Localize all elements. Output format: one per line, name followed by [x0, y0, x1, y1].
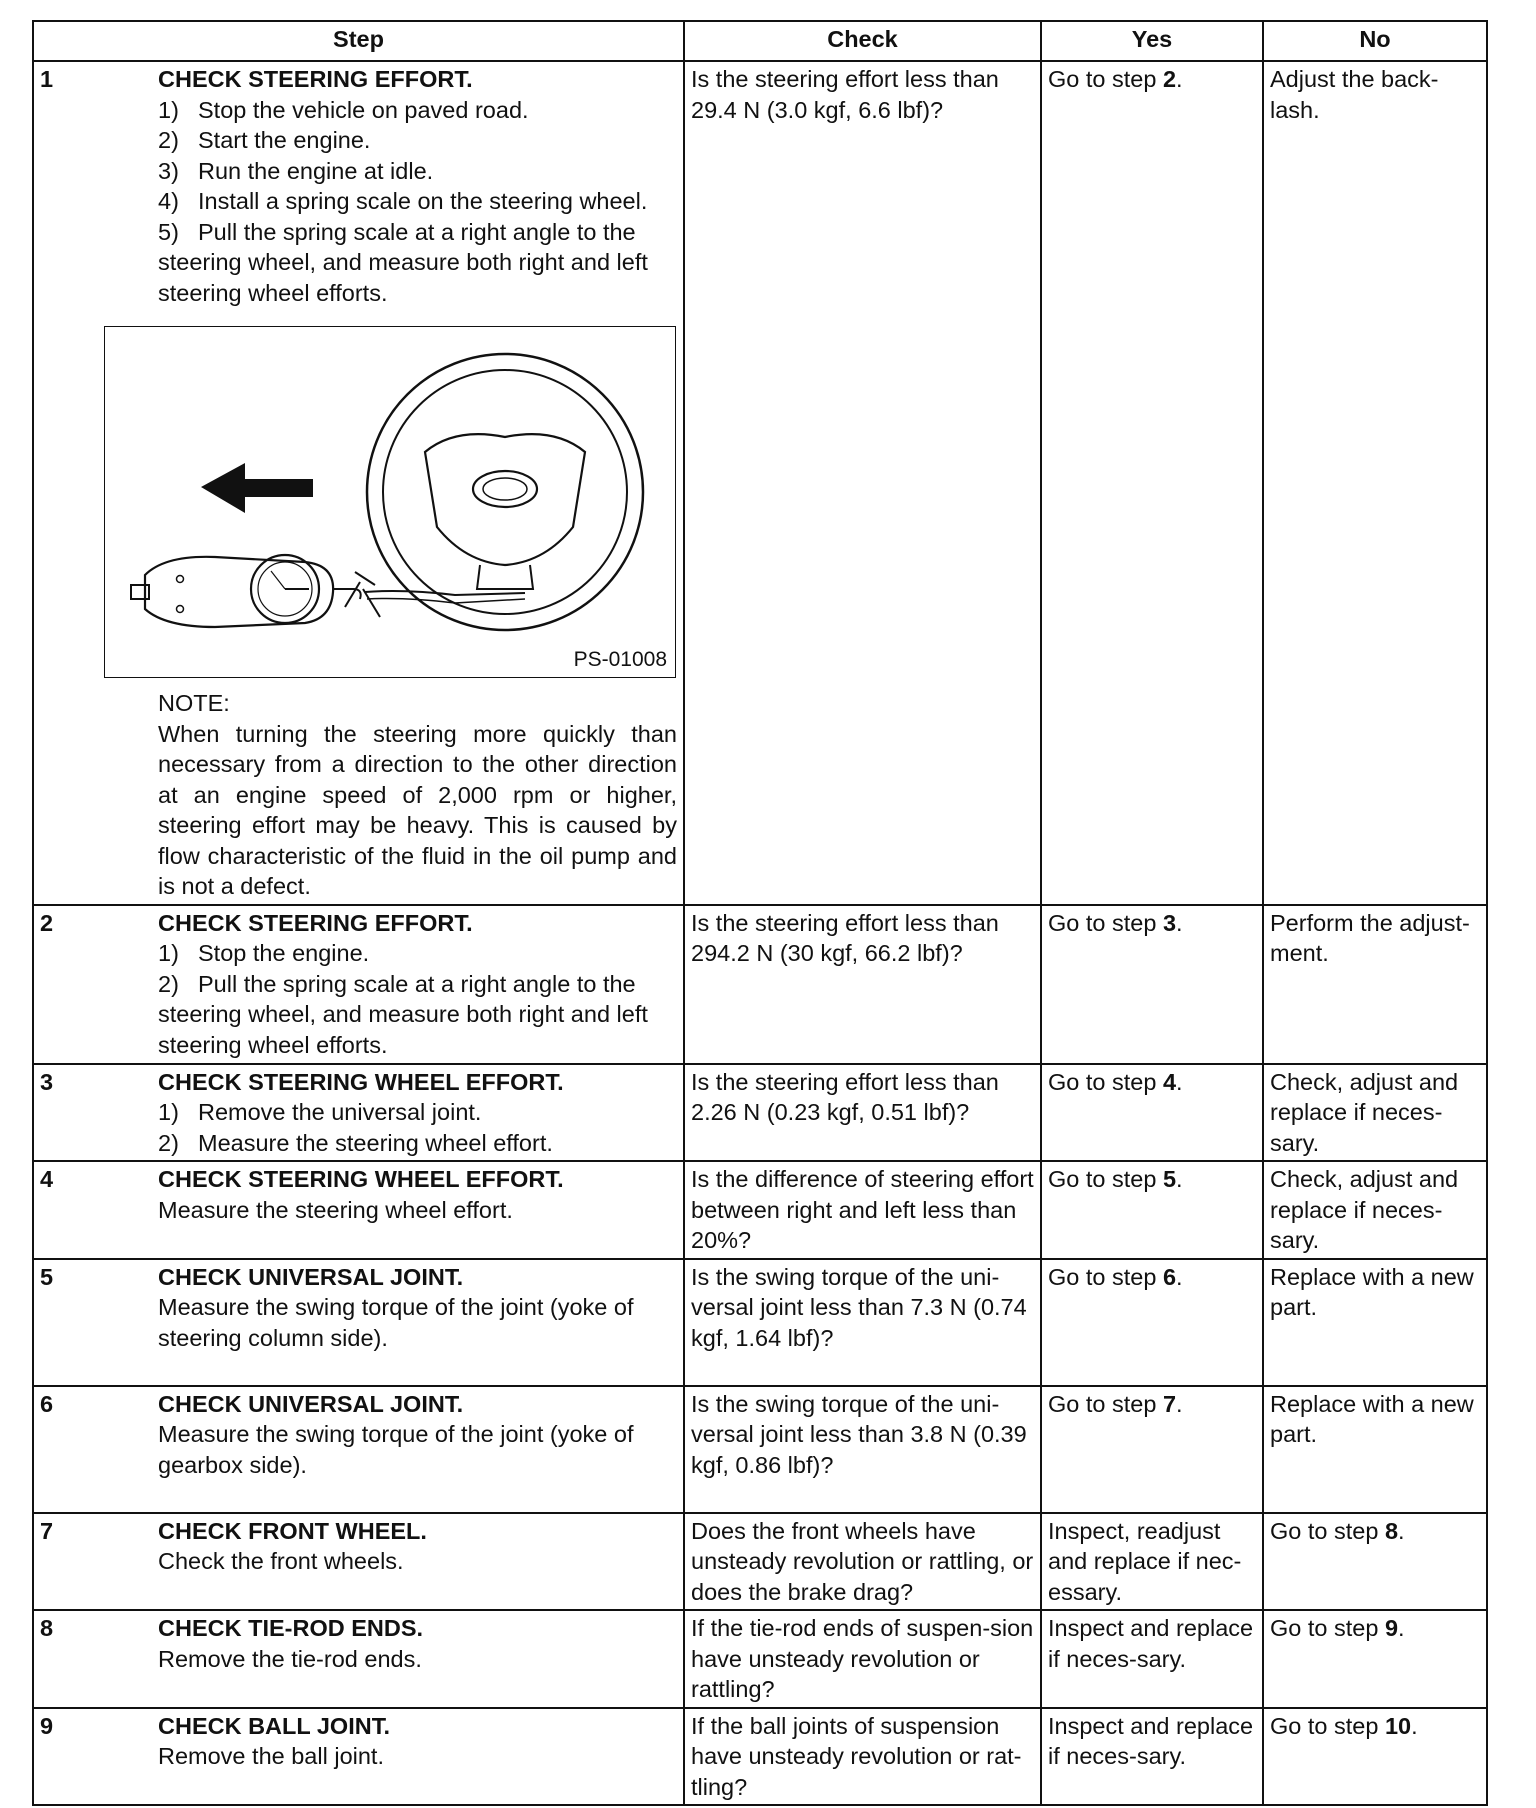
step-item: 1) Stop the vehicle on paved road.: [158, 96, 529, 123]
figure-id: PS-01008: [573, 647, 667, 671]
table-row: [33, 1708, 1487, 1806]
check-cell: Does the front wheels have unsteady revolution or rattling, or does the brake drag?: [684, 1513, 1041, 1611]
step-number: 5: [40, 1263, 54, 1290]
table-header-row: [33, 21, 1487, 61]
step-cell: [33, 1513, 684, 1611]
step-text: Remove the tie-rod ends.: [158, 1645, 422, 1672]
step-item: 1) Stop the engine.: [158, 940, 370, 966]
yes-cell: Go to step 4.: [1041, 1064, 1263, 1162]
step-cell: [33, 1064, 684, 1162]
no-cell: Go to step 8.: [1263, 1513, 1487, 1611]
step-title: CHECK UNIVERSAL JOINT.: [158, 1390, 464, 1417]
step-cell: [33, 1708, 684, 1806]
steering-wheel-inner-rim: [383, 370, 627, 614]
table-row: [33, 1513, 1487, 1611]
step-cell: [33, 61, 684, 905]
step-number: 7: [40, 1517, 54, 1544]
step-number: 2: [40, 909, 54, 936]
check-cell: Is the difference of steering effort between right and left less than 20%?: [684, 1161, 1041, 1259]
step-item: 2) Start the engine.: [158, 127, 371, 153]
step-title: CHECK FRONT WHEEL.: [158, 1517, 427, 1544]
steering-effort-figure: [104, 326, 676, 678]
step-text: Check the front wheels.: [158, 1548, 404, 1574]
note-text: When turning the steering more quickly than necessary from a direction to the other direction at an engine speed of 2,000 rpm or higher, steering effort may be heavy. This is caused by flow characteristic of the fluid in the oil pump and is not a defect.: [158, 720, 677, 899]
no-cell: Check, adjust and replace if neces-sary.: [1263, 1161, 1487, 1259]
step-title: CHECK TIE-ROD ENDS.: [158, 1615, 424, 1641]
step-cell: [33, 1259, 684, 1386]
step-text: Remove the ball joint.: [158, 1743, 384, 1769]
step-number: 9: [40, 1712, 54, 1739]
step-cell: [33, 1386, 684, 1513]
table-row: [33, 61, 1487, 905]
step-number: 4: [40, 1166, 54, 1192]
header-no: No: [1263, 21, 1487, 61]
yes-cell: Inspect and replace if neces-sary.: [1041, 1610, 1263, 1708]
step-number: 1: [40, 66, 54, 92]
no-cell: Go to step 10.: [1263, 1708, 1487, 1806]
step-cell: [33, 905, 684, 1064]
step-title: CHECK UNIVERSAL JOINT.: [158, 1263, 464, 1290]
step-text: Measure the steering wheel effort.: [158, 1196, 513, 1223]
step-title: CHECK STEERING EFFORT.: [158, 66, 473, 92]
step-number: 6: [40, 1390, 54, 1417]
check-cell: Is the swing torque of the uni-versal joint less than 7.3 N (0.74 kgf, 1.64 lbf)?: [684, 1259, 1041, 1386]
check-cell: Is the steering effort less than 294.2 N (30 kgf, 66.2 lbf)?: [684, 905, 1041, 1064]
yes-cell: Go to step 3.: [1041, 905, 1263, 1064]
step-title: CHECK BALL JOINT.: [158, 1712, 390, 1739]
step-text: Measure the swing torque of the joint (yoke of gearbox side).: [158, 1421, 634, 1478]
diagnosis-table: [32, 20, 1488, 1806]
note-heading: NOTE:: [158, 690, 230, 716]
step-title: CHECK STEERING EFFORT.: [158, 909, 473, 936]
table-row: [33, 1386, 1487, 1513]
yes-cell: Go to step 5.: [1041, 1161, 1263, 1259]
yes-cell: Go to step 6.: [1041, 1259, 1263, 1386]
step-text: Measure the swing torque of the joint (yoke of steering column side).: [158, 1294, 634, 1351]
step-item: 4) Install a spring scale on the steering wheel.: [158, 188, 648, 214]
header-check: Check: [684, 21, 1041, 61]
check-cell: If the tie-rod ends of suspen-sion have unsteady revolution or rattling?: [684, 1610, 1041, 1708]
table-row: [33, 1064, 1487, 1162]
yes-cell: Go to step 2.: [1041, 61, 1263, 905]
step-item: 2) Measure the steering wheel effort.: [158, 1129, 553, 1156]
step-cell: [33, 1161, 684, 1259]
table-row: [33, 1610, 1487, 1708]
table-row: [33, 1259, 1487, 1386]
step-number: 8: [40, 1615, 54, 1641]
table-row: [33, 905, 1487, 1064]
check-cell: If the ball joints of suspension have unsteady revolution or rat-tling?: [684, 1708, 1041, 1806]
yes-cell: Inspect, readjust and replace if nec-essary.: [1041, 1513, 1263, 1611]
yes-cell: Go to step 7.: [1041, 1386, 1263, 1513]
step-item: 5) Pull the spring scale at a right angle to the steering wheel, and measure both right and left steering wheel efforts.: [158, 218, 648, 306]
step-number: 3: [40, 1068, 54, 1095]
step-cell: [33, 1610, 684, 1708]
no-cell: Perform the adjust-ment.: [1263, 905, 1487, 1064]
check-cell: Is the steering effort less than 29.4 N (3.0 kgf, 6.6 lbf)?: [684, 61, 1041, 905]
no-cell: Check, adjust and replace if neces-sary.: [1263, 1064, 1487, 1162]
step-item: 2) Pull the spring scale at a right angle to the steering wheel, and measure both right and left steering wheel efforts.: [158, 970, 648, 1058]
check-cell: Is the steering effort less than 2.26 N (0.23 kgf, 0.51 lbf)?: [684, 1064, 1041, 1162]
step-title: CHECK STEERING WHEEL EFFORT.: [158, 1166, 564, 1192]
pull-direction-arrow-icon: [201, 463, 313, 513]
step-title: CHECK STEERING WHEEL EFFORT.: [158, 1068, 564, 1095]
step-item: 1) Remove the universal joint.: [158, 1099, 482, 1125]
steering-wheel-spring-scale-illustration: [105, 327, 675, 677]
header-step: Step: [33, 21, 684, 61]
yes-cell: Inspect and replace if neces-sary.: [1041, 1708, 1263, 1806]
check-cell: Is the swing torque of the uni-versal joint less than 3.8 N (0.39 kgf, 0.86 lbf)?: [684, 1386, 1041, 1513]
step-item: 3) Run the engine at idle.: [158, 157, 434, 184]
no-cell: Replace with a new part.: [1263, 1386, 1487, 1513]
no-cell: Adjust the back-lash.: [1263, 61, 1487, 905]
no-cell: Replace with a new part.: [1263, 1259, 1487, 1386]
header-yes: Yes: [1041, 21, 1263, 61]
table-row: [33, 1161, 1487, 1259]
no-cell: Go to step 9.: [1263, 1610, 1487, 1708]
